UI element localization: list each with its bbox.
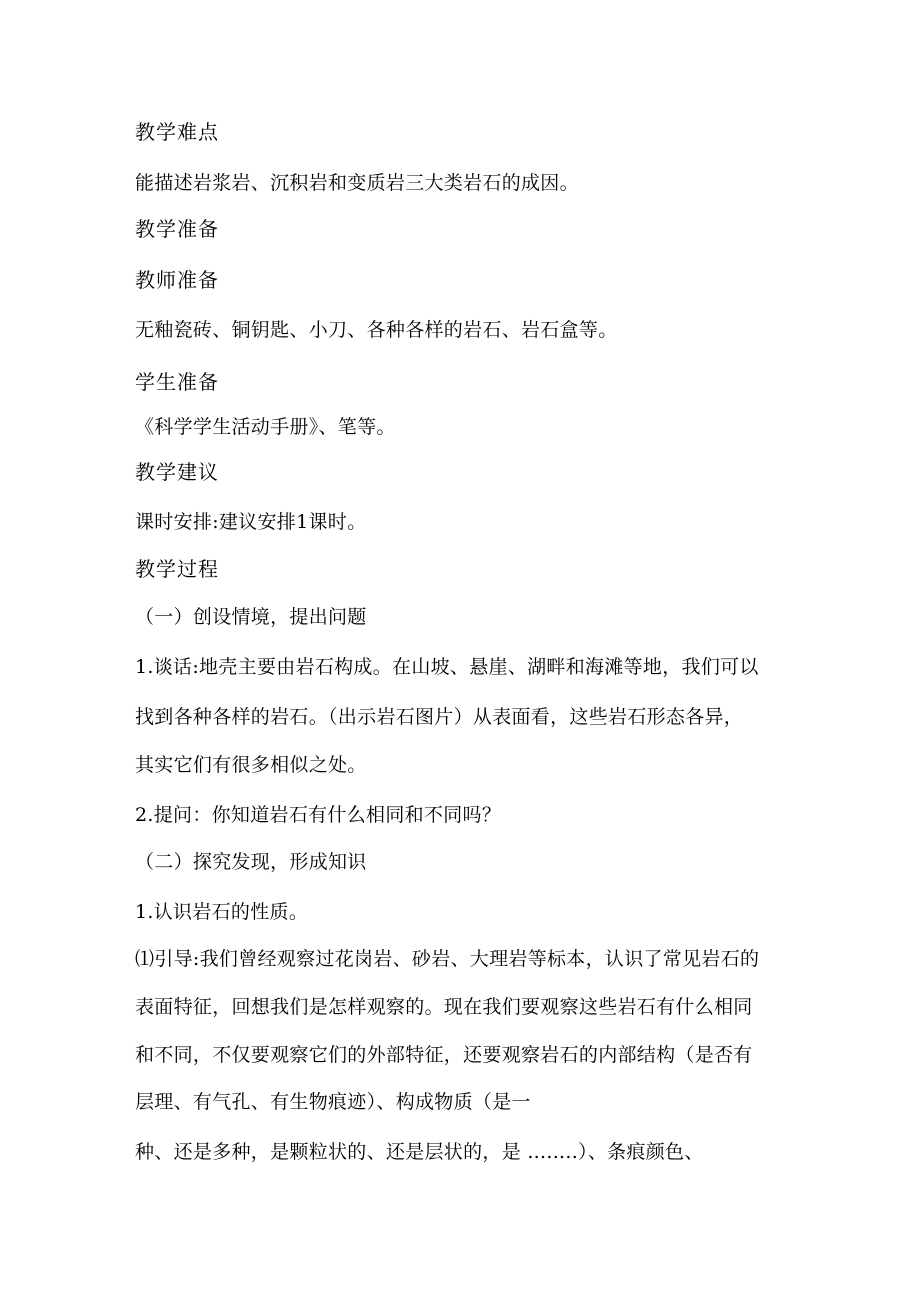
paragraph-rock-properties: 1.认识岩石的性质。 [135, 901, 309, 923]
heading-teaching-difficulty: 教学难点 [135, 120, 219, 144]
paragraph-guide-line-2: 表面特征，回想我们是怎样观察的。现在我们要观察这些岩石有什么相同 [135, 996, 753, 1018]
paragraph-difficulty-content: 能描述岩浆岩、沉积岩和变质岩三大类岩石的成因。 [135, 172, 579, 194]
paragraph-student-materials: 《科学学生活动手册》、笔等。 [135, 416, 396, 438]
heading-teacher-preparation: 教师准备 [135, 268, 219, 292]
section-two-title: （二）探究发现，形成知识 [135, 851, 367, 873]
paragraph-guide-line-4: 层理、有气孔、有生物痕迹）、构成物质（是一 [135, 1091, 531, 1113]
heading-student-preparation: 学生准备 [135, 370, 219, 394]
paragraph-talk-line-1: 1.谈话:地壳主要由岩石构成。在山坡、悬崖、湖畔和海滩等地，我们可以 [135, 656, 759, 678]
section-one-title: （一）创设情境，提出问题 [135, 606, 367, 628]
paragraph-question: 2.提问：你知道岩石有什么相同和不同吗？ [135, 804, 502, 826]
heading-teaching-preparation: 教学准备 [135, 217, 219, 241]
paragraph-talk-line-2: 找到各种各样的岩石。（出示岩石图片）从表面看，这些岩石形态各异， [135, 706, 744, 728]
heading-teaching-process: 教学过程 [135, 557, 219, 581]
paragraph-guide-line-5: 种、还是多种，是颗粒状的、还是层状的，是 ........）、条痕颜色、 [135, 1141, 704, 1163]
paragraph-guide-line-1: ⑴引导:我们曾经观察过花岗岩、砂岩、大理岩等标本，认识了常见岩石的 [135, 948, 760, 970]
paragraph-guide-line-3: 和不同，不仅要观察它们的外部特征，还要观察岩石的内部结构（是否有 [135, 1044, 753, 1066]
paragraph-talk-line-3: 其实它们有很多相似之处。 [135, 754, 367, 776]
paragraph-class-schedule: 课时安排:建议安排1课时。 [135, 511, 367, 533]
heading-teaching-suggestions: 教学建议 [135, 460, 219, 484]
paragraph-teacher-materials: 无釉瓷砖、铜钥匙、小刀、各种各样的岩石、岩石盒等。 [135, 319, 618, 341]
